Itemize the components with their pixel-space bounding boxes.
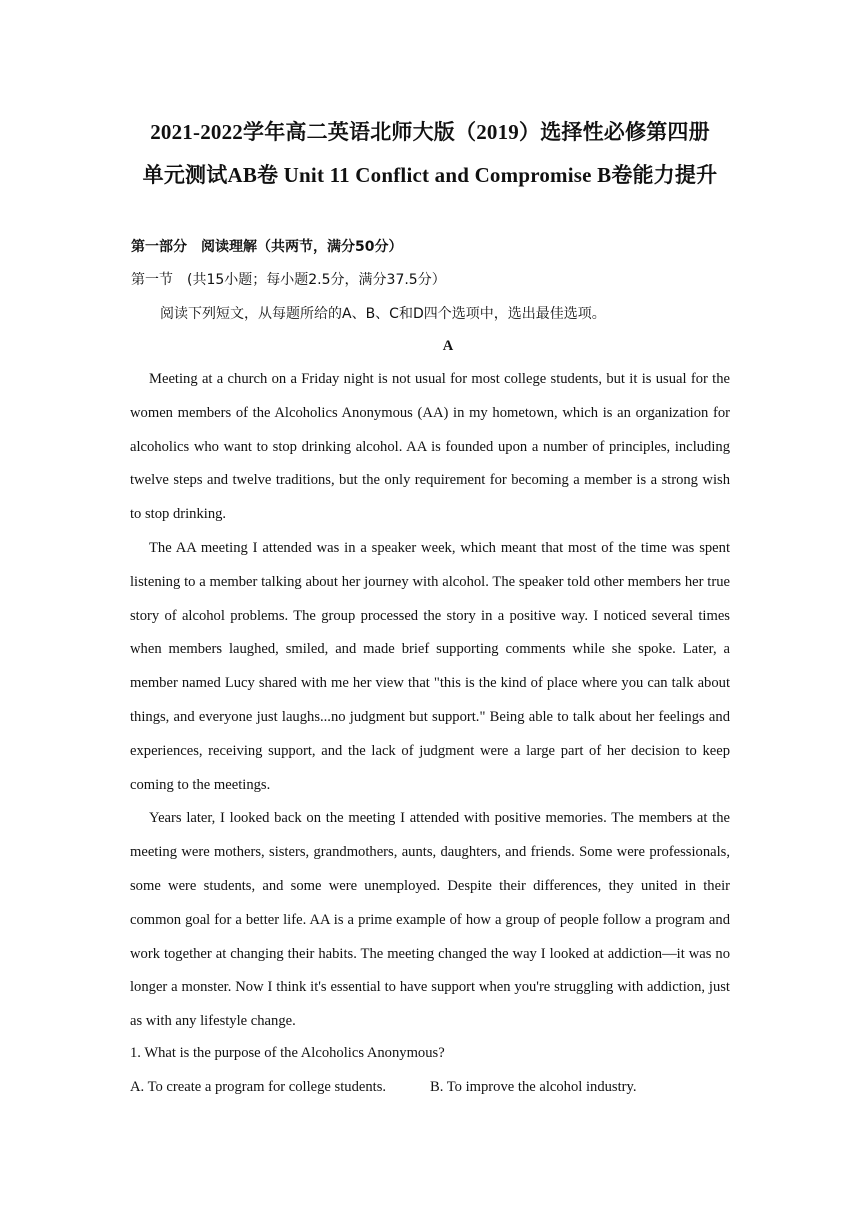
passage-body (130, 363, 730, 1039)
question-1-stem: 1. What is the purpose of the Alcoholics Anonymous? (130, 1045, 445, 1061)
passage-paragraph-2: The AA meeting I attended was in a speaker week, which meant that most of the time was spent listening to a member talking about her journey with alcohol. The speaker told other members her true story of alcohol problems. The group processed the story in a positive way. I noticed several times when members laughed, smiled, and made brief supporting comments while she spoke. Later, a member named Lucy shared with me her view that "this is the kind of place where you can talk about things, and everyone just laughs...no judgment but support." Being able to talk about her feelings and experiences, receiving support, and the lack of judgment were a large part of her decision to keep coming to the meetings. (130, 539, 730, 793)
document-title-line-1: 2021-2022学年高二英语北师大版（2019）选择性必修第四册 (150, 120, 710, 144)
section-subheading: 第一节 (共15小题；每小题2.5分，满分37.5分） (131, 272, 446, 288)
section-heading: 第一部分 阅读理解（共两节，满分50分） (131, 239, 403, 255)
question-1-option-a: A. To create a program for college students. (130, 1079, 387, 1095)
reading-instruction: 阅读下列短文，从每题所给的A、B、C和D四个选项中，选出最佳选项。 (160, 306, 606, 322)
passage-label: A (442, 338, 454, 354)
question-1-option-b: B. To improve the alcohol industry. (430, 1079, 637, 1095)
passage-paragraph-1: Meeting at a church on a Friday night is not usual for most college students, but it is usual for the women members of the Alcoholics Anonymous (AA) in my hometown, which is an organization for alcoholics who want to stop drinking alcohol. AA is founded upon a number of principles, including twelve steps and twelve traditions, but the only requirement for becoming a member is a strong wish to stop drinking. (130, 371, 730, 523)
document-title-line-2: 单元测试AB卷 Unit 11 Conflict and Compromise B卷能力提升 (142, 163, 718, 187)
passage-paragraph-3: Years later, I looked back on the meeting I attended with positive memories. The members at the meeting were mothers, sisters, grandmothers, aunts, daughters, and friends. Some were professionals, some were students, and some were unemployed. Despite their differences, they united in their common goal for a better life. AA is a prime example of how a group of people follow a program and work together at changing their habits. The meeting changed the way I looked at addiction—it was no longer a monster. Now I think it's essential to have support when you're struggling with addiction, just as with any lifestyle change. (130, 810, 730, 1030)
question-1-options (130, 1079, 637, 1096)
